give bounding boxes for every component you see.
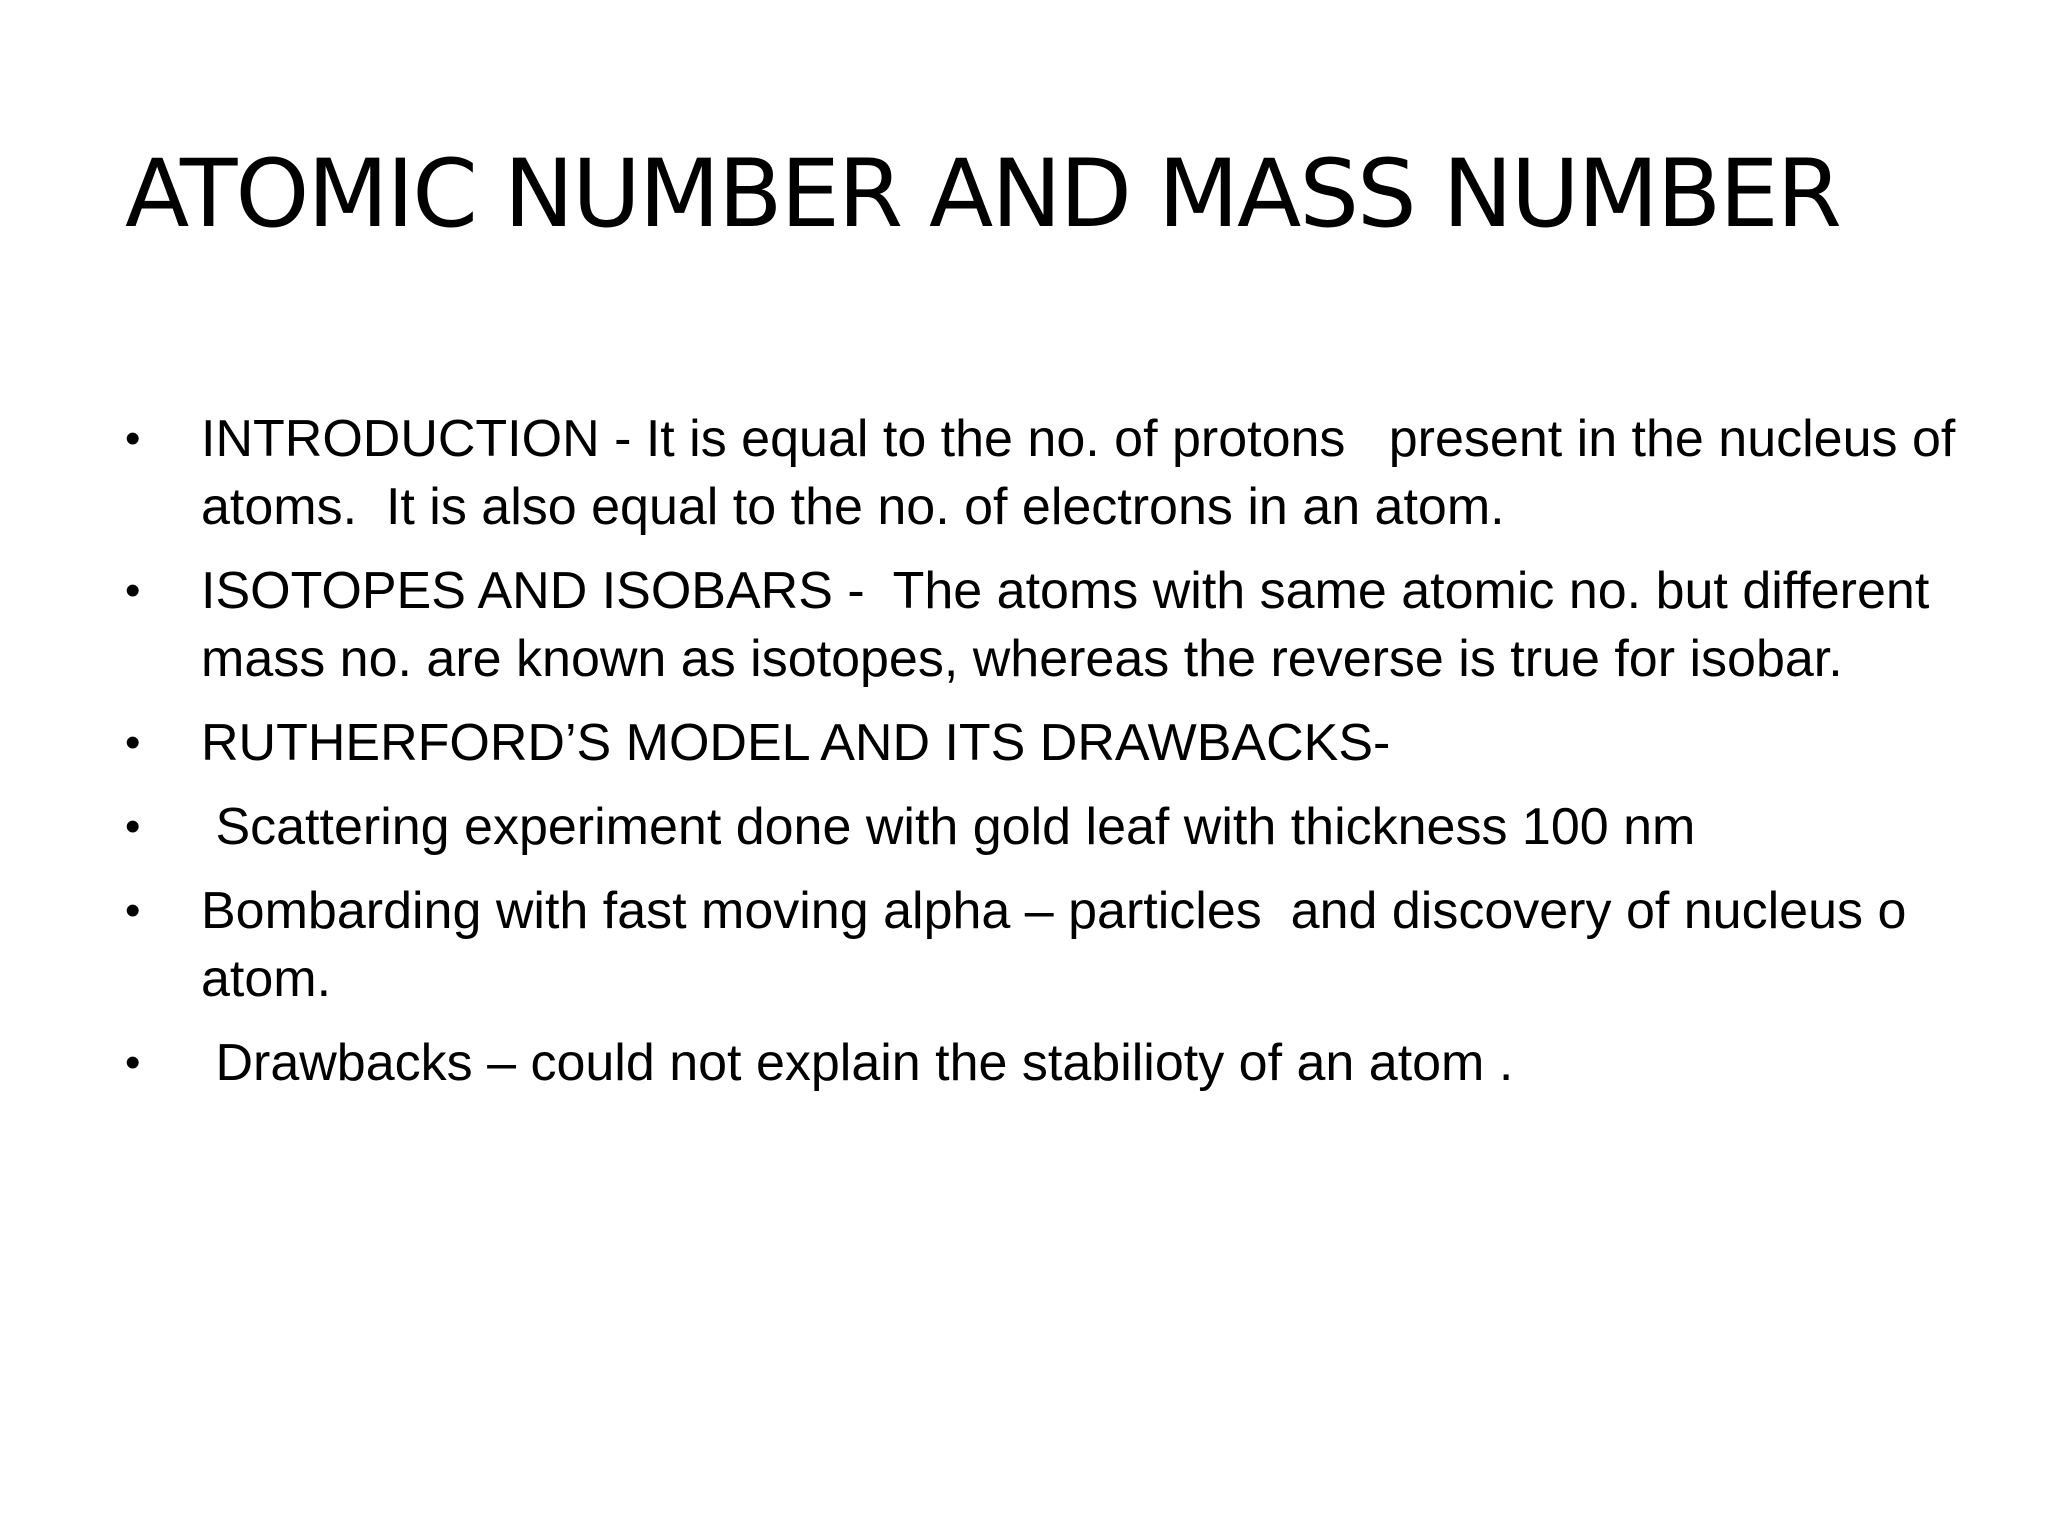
bullet-text: ISOTOPES AND ISOBARS - The atoms with same atomic no. but different mass no. are known as isotopes, whereas the reverse is true for isobar. <box>201 562 1944 688</box>
bullet-text: Bombarding with fast moving alpha – particles and discovery of nucleus o atom. <box>201 882 1921 1008</box>
bullet-text: Scattering experiment done with gold leaf with thickness 100 nm <box>201 798 1696 856</box>
bullet-icon: • <box>125 886 141 935</box>
bullet-icon: • <box>125 414 141 463</box>
slide-title: ATOMIC NUMBER AND MASS NUMBER <box>125 140 1840 249</box>
bullet-text: RUTHERFORD’S MODEL AND ITS DRAWBACKS- <box>201 714 1391 772</box>
bullet-list <box>125 405 1975 1113</box>
bullet-item-bombarding <box>125 877 1975 1013</box>
bullet-icon: • <box>125 718 141 767</box>
bullet-item-scattering-experiment <box>125 793 1975 861</box>
bullet-icon: • <box>125 1038 141 1087</box>
bullet-item-rutherford-model <box>125 709 1975 777</box>
bullet-text: INTRODUCTION - It is equal to the no. of protons present in the nucleus of atoms. It is also equal to the no. of electrons in an atom. <box>201 410 1970 536</box>
bullet-item-isotopes-isobars <box>125 557 1975 693</box>
bullet-icon: • <box>125 566 141 615</box>
bullet-text: Drawbacks – could not explain the stabilioty of an atom . <box>201 1034 1514 1092</box>
bullet-icon: • <box>125 802 141 851</box>
bullet-item-drawbacks <box>125 1029 1975 1097</box>
bullet-item-introduction <box>125 405 1975 541</box>
